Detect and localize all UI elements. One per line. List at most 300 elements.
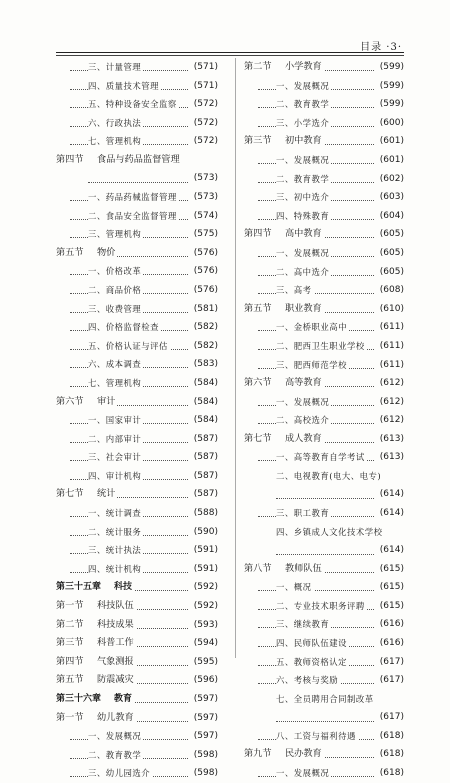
toc-page-number: (618) bbox=[378, 745, 404, 764]
toc-text: 一、发展概况 bbox=[276, 768, 330, 778]
toc-page-number: (575) bbox=[192, 225, 218, 244]
toc-page-number: (593) bbox=[192, 616, 218, 635]
toc-entry[interactable] bbox=[244, 58, 404, 77]
toc-page-number: (613) bbox=[378, 448, 404, 467]
toc-text: 审计 bbox=[97, 395, 116, 407]
toc-section-title bbox=[56, 244, 117, 263]
toc-text: 科技队伍 bbox=[97, 600, 134, 612]
header-rule-thick bbox=[56, 52, 404, 53]
toc-section-title bbox=[56, 653, 136, 672]
toc-section-title bbox=[56, 616, 136, 635]
toc-entry[interactable] bbox=[56, 523, 218, 542]
toc-entry[interactable] bbox=[56, 690, 218, 709]
toc-item-title bbox=[276, 337, 367, 356]
toc-page-number: (584) bbox=[192, 411, 218, 430]
dot-leader bbox=[276, 721, 374, 722]
toc-text: 二、高校选介 bbox=[276, 415, 330, 426]
toc-text: 三、计量管理 bbox=[88, 62, 142, 72]
toc-text: 六、考核与奖励 bbox=[276, 675, 339, 686]
toc-entry[interactable] bbox=[56, 411, 218, 430]
toc-entry[interactable] bbox=[56, 393, 218, 412]
toc-item-title bbox=[276, 411, 331, 430]
toc-entry[interactable] bbox=[56, 244, 218, 263]
toc-text: 二、教育教学 bbox=[276, 99, 330, 110]
toc-item-title bbox=[276, 114, 331, 133]
toc-entry[interactable] bbox=[244, 578, 404, 597]
toc-item-title bbox=[88, 188, 179, 207]
toc-entry[interactable] bbox=[244, 281, 404, 300]
toc-entry[interactable] bbox=[244, 318, 404, 337]
toc-text: 八、工资与福利待遇 bbox=[276, 730, 356, 741]
toc-page-number: (605) bbox=[378, 263, 404, 282]
toc-number: 第六节 bbox=[56, 395, 84, 407]
toc-item-title bbox=[276, 615, 331, 634]
toc-page-number: (605) bbox=[378, 244, 404, 263]
toc-item-title bbox=[88, 318, 161, 337]
toc-text: 五、价格认证与评估 bbox=[88, 340, 168, 351]
toc-entry[interactable] bbox=[244, 225, 404, 244]
toc-number: 第二节 bbox=[56, 618, 84, 630]
toc-text: 四、统计机构 bbox=[88, 563, 142, 574]
toc-text: 食品与药品监督管理 bbox=[97, 153, 180, 165]
toc-text: 六、成本调查 bbox=[88, 359, 142, 370]
toc-page-number: (615) bbox=[378, 560, 404, 579]
toc-number: 第五节 bbox=[56, 246, 84, 258]
toc-text: 七、管理机构 bbox=[88, 377, 142, 388]
toc-entry[interactable] bbox=[56, 355, 218, 374]
toc-entry[interactable] bbox=[244, 151, 404, 170]
toc-entry[interactable] bbox=[244, 114, 404, 133]
toc-text: 一、概况 bbox=[276, 582, 312, 593]
toc-entry[interactable] bbox=[56, 281, 218, 300]
toc-page-number: (587) bbox=[192, 448, 218, 467]
toc-text: 三、小学选介 bbox=[276, 117, 330, 128]
toc-text: 七、全员聘用合同制改革 bbox=[276, 693, 374, 704]
page-header bbox=[56, 38, 402, 52]
toc-entry[interactable] bbox=[244, 188, 404, 207]
toc-page-number: (617) bbox=[378, 653, 404, 672]
toc-page-number: (592) bbox=[192, 578, 218, 597]
toc-entry[interactable] bbox=[244, 523, 404, 560]
toc-page-number: (598) bbox=[192, 746, 218, 765]
toc-item-title bbox=[88, 355, 143, 374]
toc-text: 三、职工教育 bbox=[276, 508, 330, 519]
toc-item-title bbox=[88, 337, 170, 356]
toc-item-title bbox=[276, 448, 367, 467]
toc-entry[interactable] bbox=[244, 764, 404, 783]
toc-page-number: (615) bbox=[378, 597, 404, 616]
toc-page-number: (612) bbox=[378, 374, 404, 393]
running-head: 目录 ·3· bbox=[360, 42, 402, 53]
toc-page-number: (571) bbox=[192, 77, 218, 96]
toc-right-column bbox=[244, 58, 404, 783]
toc-entry[interactable] bbox=[244, 597, 404, 616]
toc-text: 七、管理机构 bbox=[88, 136, 142, 147]
toc-item-title bbox=[276, 523, 385, 542]
toc-text: 五、特种设备安全监察 bbox=[88, 99, 177, 110]
toc-entry[interactable] bbox=[244, 337, 404, 356]
toc-page-number: (572) bbox=[192, 95, 218, 114]
toc-text: 二、电视教育(电大、电专) bbox=[276, 471, 382, 482]
toc-page-number: (596) bbox=[192, 671, 218, 690]
toc-number: 第二节 bbox=[244, 61, 272, 72]
toc-section-title bbox=[244, 300, 324, 319]
toc-text: 高等教育 bbox=[285, 377, 322, 389]
toc-entry[interactable] bbox=[56, 151, 218, 188]
toc-text: 六、行政执法 bbox=[88, 117, 142, 128]
toc-section-title bbox=[244, 132, 324, 151]
toc-text: 二、内部审计 bbox=[88, 433, 142, 444]
toc-page-number: (618) bbox=[378, 764, 404, 783]
toc-entry[interactable] bbox=[244, 393, 404, 412]
toc-text: 一、国家审计 bbox=[88, 415, 142, 426]
dot-leader bbox=[88, 182, 188, 183]
toc-entry[interactable] bbox=[56, 727, 218, 746]
toc-entry[interactable] bbox=[244, 374, 404, 393]
toc-section-title bbox=[244, 225, 324, 244]
toc-item-title bbox=[276, 504, 331, 523]
toc-text: 气象测报 bbox=[97, 655, 134, 667]
toc-number: 第四节 bbox=[244, 228, 272, 240]
toc-entry[interactable] bbox=[56, 504, 218, 523]
toc-page-number: (613) bbox=[378, 430, 404, 449]
toc-page-number: (611) bbox=[378, 356, 404, 375]
toc-page-number: (573) bbox=[192, 169, 218, 188]
toc-page-number: (574) bbox=[192, 207, 218, 226]
toc-text: 二、教育教学 bbox=[276, 173, 330, 184]
toc-entry[interactable] bbox=[244, 300, 404, 319]
toc-item-title bbox=[276, 77, 331, 96]
toc-section-title bbox=[244, 560, 324, 579]
toc-item-title bbox=[276, 597, 367, 616]
toc-text: 四、民师队伍建设 bbox=[276, 638, 347, 649]
toc-entry[interactable] bbox=[244, 170, 404, 189]
toc-number: 第一节 bbox=[56, 711, 84, 723]
toc-text: 成人教育 bbox=[285, 432, 322, 444]
toc-section-title bbox=[244, 374, 324, 393]
toc-page-number: (572) bbox=[192, 132, 218, 151]
toc-page-number: (608) bbox=[378, 281, 404, 300]
toc-text: 三、幼儿园选介 bbox=[88, 768, 151, 779]
toc-page-number: (616) bbox=[378, 634, 404, 653]
toc-page-number: (617) bbox=[378, 671, 404, 690]
toc-entry[interactable] bbox=[244, 745, 404, 764]
toc-text: 四、乡镇成人文化技术学校 bbox=[276, 526, 383, 537]
dot-leader bbox=[276, 498, 374, 499]
toc-number: 第七节 bbox=[244, 432, 272, 444]
toc-entry[interactable] bbox=[56, 616, 218, 635]
toc-item-title bbox=[276, 690, 376, 709]
toc-item-title bbox=[88, 411, 143, 430]
toc-entry[interactable] bbox=[56, 188, 218, 207]
toc-text: 三、社会审计 bbox=[88, 452, 142, 463]
toc-entry[interactable] bbox=[244, 411, 404, 430]
toc-page-number: (614) bbox=[378, 504, 404, 523]
toc-page-number: (592) bbox=[192, 597, 218, 616]
toc-section-title bbox=[56, 634, 136, 653]
toc-text: 三、统计执法 bbox=[88, 545, 142, 556]
toc-item-title bbox=[88, 77, 161, 96]
toc-item-title bbox=[276, 244, 331, 263]
toc-page-number: (576) bbox=[192, 262, 218, 281]
toc-item-title bbox=[276, 281, 314, 300]
toc-entry[interactable] bbox=[56, 467, 218, 486]
toc-entry[interactable] bbox=[56, 262, 218, 281]
toc-page-number: (582) bbox=[192, 318, 218, 337]
toc-entry[interactable] bbox=[56, 764, 218, 783]
toc-page-number: (599) bbox=[378, 58, 404, 77]
header-rule-thin bbox=[56, 55, 404, 56]
toc-number: 第八节 bbox=[244, 562, 272, 574]
toc-item-title bbox=[88, 560, 143, 579]
toc-text: 职业教育 bbox=[285, 302, 322, 314]
toc-chapter-title bbox=[56, 578, 134, 597]
toc-item-title bbox=[276, 207, 331, 226]
toc-text: 三、肥西师范学校 bbox=[276, 359, 347, 370]
toc-item-title bbox=[88, 746, 143, 765]
toc-section-title bbox=[56, 597, 136, 616]
toc-item-title bbox=[88, 207, 179, 226]
dot-leader bbox=[276, 554, 374, 555]
toc-item-title bbox=[88, 225, 143, 244]
toc-text: 四、质量技术管理 bbox=[88, 80, 159, 91]
toc-page-number: (612) bbox=[378, 411, 404, 430]
toc-entry[interactable] bbox=[56, 430, 218, 449]
toc-number: 第六节 bbox=[244, 377, 272, 389]
toc-text: 一、金桥职业高中 bbox=[276, 322, 347, 333]
toc-item-title bbox=[276, 393, 331, 412]
toc-text: 二、专业技术职务评聘 bbox=[276, 600, 365, 611]
toc-text: 四、价格监督检查 bbox=[88, 322, 159, 333]
toc-text: 一、高等教育自学考试 bbox=[276, 452, 365, 463]
toc-page-number: (601) bbox=[378, 132, 404, 151]
toc-page-number: (573) bbox=[192, 188, 218, 207]
toc-page-number: (612) bbox=[378, 393, 404, 412]
toc-item-title bbox=[88, 467, 143, 486]
toc-text: 一、发展概况 bbox=[276, 396, 330, 407]
toc-entry[interactable] bbox=[244, 467, 404, 504]
toc-section-title bbox=[56, 485, 117, 504]
toc-entry[interactable] bbox=[56, 77, 218, 96]
toc-item-title bbox=[88, 727, 143, 746]
toc-page-number: (601) bbox=[378, 151, 404, 170]
toc-item-title bbox=[88, 281, 143, 300]
toc-item-title bbox=[276, 653, 349, 672]
toc-page-number: (572) bbox=[192, 114, 218, 133]
toc-item-title bbox=[88, 764, 152, 783]
toc-entry[interactable] bbox=[56, 448, 218, 467]
toc-entry[interactable] bbox=[56, 709, 218, 728]
toc-text: 科普工作 bbox=[97, 637, 134, 649]
toc-item-title bbox=[276, 170, 331, 189]
toc-page-number: (587) bbox=[192, 430, 218, 449]
toc-page-number: (584) bbox=[192, 374, 218, 393]
toc-section-title bbox=[244, 430, 324, 449]
toc-entry[interactable] bbox=[244, 95, 404, 114]
toc-item-title bbox=[276, 318, 349, 337]
toc-page-number: (591) bbox=[192, 560, 218, 579]
toc-page-number: (583) bbox=[192, 355, 218, 374]
toc-number: 第三节 bbox=[244, 135, 272, 147]
toc-page-number: (576) bbox=[192, 244, 218, 263]
toc-page-number: (598) bbox=[192, 764, 218, 783]
toc-number: 第七节 bbox=[56, 488, 84, 500]
toc-number: 第三十六章 bbox=[56, 694, 102, 704]
toc-entry[interactable] bbox=[56, 653, 218, 672]
toc-page-number: (571) bbox=[192, 58, 218, 77]
toc-page-number: (602) bbox=[378, 170, 404, 189]
toc-item-title bbox=[88, 132, 143, 151]
toc-page-number: (595) bbox=[192, 653, 218, 672]
toc-entry[interactable] bbox=[244, 560, 404, 579]
toc-item-title bbox=[276, 467, 383, 486]
toc-text: 幼儿教育 bbox=[97, 711, 134, 723]
toc-item-title bbox=[276, 671, 340, 690]
toc-entry[interactable] bbox=[244, 77, 404, 96]
toc-text: 统计 bbox=[97, 488, 116, 500]
toc-text: 高中教育 bbox=[285, 228, 322, 240]
toc-entry[interactable] bbox=[56, 132, 218, 151]
toc-entry[interactable] bbox=[244, 634, 404, 653]
toc-number: 第五节 bbox=[244, 302, 272, 314]
toc-entry[interactable] bbox=[56, 597, 218, 616]
toc-section-title bbox=[244, 745, 324, 764]
toc-page-number: (576) bbox=[192, 281, 218, 300]
toc-page-number: (604) bbox=[378, 207, 404, 226]
toc-entry[interactable] bbox=[244, 132, 404, 151]
toc-text: 科技 bbox=[114, 582, 133, 593]
toc-entry[interactable] bbox=[56, 114, 218, 133]
toc-entry[interactable] bbox=[56, 541, 218, 560]
toc-entry[interactable] bbox=[56, 634, 218, 653]
toc-number: 第四节 bbox=[56, 153, 84, 165]
toc-page-number: (597) bbox=[192, 709, 218, 728]
toc-page-number: (587) bbox=[192, 485, 218, 504]
toc-number: 第一节 bbox=[56, 600, 84, 612]
toc-entry[interactable] bbox=[56, 95, 218, 114]
toc-number: 第三十五章 bbox=[56, 582, 102, 593]
toc-text: 物价 bbox=[97, 246, 116, 258]
toc-entry[interactable] bbox=[56, 225, 218, 244]
toc-item-title bbox=[276, 578, 314, 597]
toc-section-title bbox=[56, 671, 136, 690]
toc-entry[interactable] bbox=[56, 746, 218, 765]
toc-text: 一、药品药械监督管理 bbox=[88, 191, 177, 202]
toc-page-number: (611) bbox=[378, 337, 404, 356]
toc-text: 二、教育教学 bbox=[88, 749, 142, 760]
toc-section-title bbox=[244, 58, 324, 77]
toc-page-number: (594) bbox=[192, 634, 218, 653]
toc-entry[interactable] bbox=[244, 671, 404, 690]
toc-page-number: (599) bbox=[378, 77, 404, 96]
toc-entry[interactable] bbox=[56, 671, 218, 690]
toc-page-number: (610) bbox=[378, 300, 404, 319]
toc-item-title bbox=[276, 727, 358, 746]
toc-text: 小学教育 bbox=[285, 61, 322, 72]
toc-text: 二、商品价格 bbox=[88, 284, 142, 295]
toc-entry[interactable] bbox=[244, 615, 404, 634]
toc-entry[interactable] bbox=[244, 244, 404, 263]
toc-text: 一、发展概况 bbox=[276, 154, 330, 165]
toc-page-number: (582) bbox=[192, 337, 218, 356]
toc-entry[interactable] bbox=[244, 263, 404, 282]
toc-text: 五、教师资格认定 bbox=[276, 656, 347, 667]
toc-text: 四、审计机构 bbox=[88, 470, 142, 481]
toc-page-number: (600) bbox=[378, 114, 404, 133]
toc-entry[interactable] bbox=[244, 207, 404, 226]
toc-entry[interactable] bbox=[244, 448, 404, 467]
toc-page-number: (603) bbox=[378, 188, 404, 207]
toc-entry[interactable] bbox=[56, 578, 218, 597]
toc-text: 防震减灾 bbox=[97, 674, 134, 686]
toc-page-number: (597) bbox=[192, 690, 218, 709]
toc-section-title bbox=[56, 393, 117, 412]
toc-text: 二、高中选介 bbox=[276, 266, 330, 277]
toc-entry[interactable] bbox=[56, 485, 218, 504]
toc-page-number: (611) bbox=[378, 318, 404, 337]
toc-page-number: (581) bbox=[192, 300, 218, 319]
toc-text: 三、管理机构 bbox=[88, 229, 142, 240]
toc-entry[interactable] bbox=[56, 337, 218, 356]
toc-number: 第三节 bbox=[56, 637, 84, 649]
toc-item-title bbox=[88, 262, 143, 281]
toc-entry[interactable] bbox=[56, 560, 218, 579]
toc-entry[interactable] bbox=[56, 207, 218, 226]
toc-section-title bbox=[56, 709, 136, 728]
toc-number: 第四节 bbox=[56, 655, 84, 667]
toc-text: 一、价格改革 bbox=[88, 266, 142, 277]
toc-item-title bbox=[88, 300, 143, 319]
toc-entry[interactable] bbox=[244, 690, 404, 727]
toc-section-title bbox=[56, 151, 182, 170]
toc-item-title bbox=[88, 448, 143, 467]
toc-text: 一、发展概况 bbox=[276, 80, 330, 91]
toc-item-title bbox=[88, 504, 143, 523]
toc-entry[interactable] bbox=[244, 653, 404, 672]
toc-page-number: (615) bbox=[378, 578, 404, 597]
toc-entry[interactable] bbox=[244, 356, 404, 375]
toc-item-title bbox=[276, 95, 331, 114]
toc-page-number: (614) bbox=[378, 485, 404, 504]
toc-text: 初中教育 bbox=[285, 135, 322, 147]
toc-page-number: (584) bbox=[192, 393, 218, 412]
toc-entry[interactable] bbox=[244, 430, 404, 449]
toc-item-title bbox=[276, 188, 331, 207]
toc-entry[interactable] bbox=[56, 300, 218, 319]
toc-text: 教育 bbox=[114, 694, 133, 704]
toc-text: 一、发展概况 bbox=[88, 731, 142, 742]
toc-text: 一、发展概况 bbox=[276, 247, 330, 258]
toc-entry[interactable] bbox=[244, 504, 404, 523]
toc-text: 二、肥西卫生职业学校 bbox=[276, 340, 365, 351]
toc-number: 第五节 bbox=[56, 674, 84, 686]
toc-page-number: (587) bbox=[192, 467, 218, 486]
toc-entry[interactable] bbox=[56, 318, 218, 337]
toc-item-title bbox=[88, 523, 143, 542]
toc-page-number: (617) bbox=[378, 708, 404, 727]
toc-text: 四、特殊教育 bbox=[276, 210, 330, 221]
toc-page-number: (616) bbox=[378, 615, 404, 634]
toc-entry[interactable] bbox=[244, 727, 404, 746]
toc-page-number: (590) bbox=[192, 523, 218, 542]
toc-entry[interactable] bbox=[56, 374, 218, 393]
toc-entry[interactable] bbox=[56, 58, 218, 77]
toc-item-title bbox=[88, 58, 143, 77]
toc-text: 三、初中选介 bbox=[276, 192, 330, 203]
toc-item-title bbox=[276, 151, 331, 170]
toc-text: 教师队伍 bbox=[285, 562, 322, 574]
toc-number: 第九节 bbox=[244, 748, 272, 760]
